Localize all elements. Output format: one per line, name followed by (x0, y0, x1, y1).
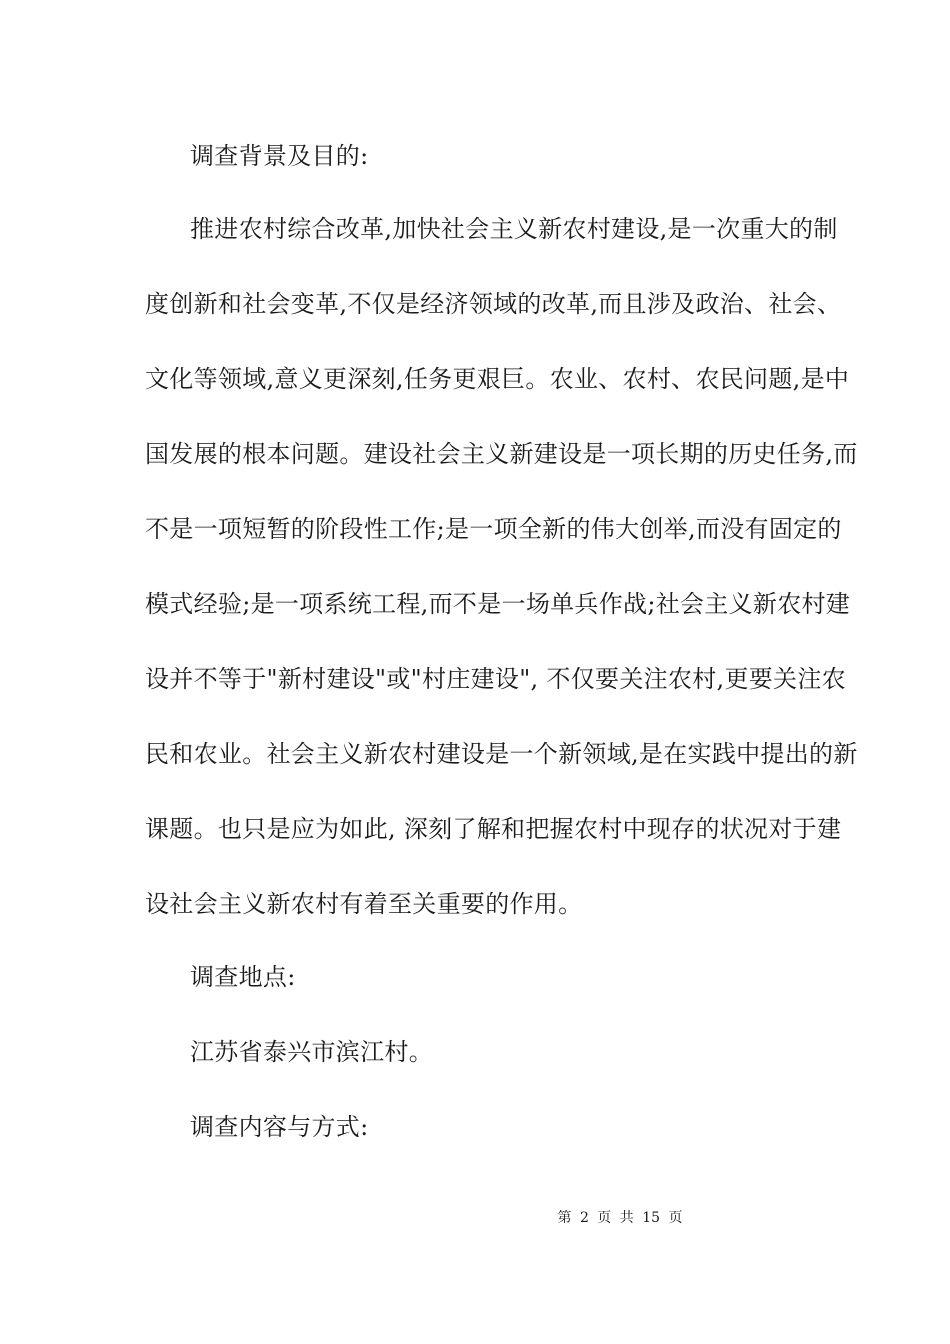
paragraph-line: 设并不等于"新村建设"或"村庄建设", 不仅要关注农村,更要关注农 (145, 665, 846, 693)
heading-background: 调查背景及目的: (190, 142, 369, 170)
heading-location: 调查地点: (190, 963, 296, 991)
paragraph-line: 设社会主义新农村有着至关重要的作用。 (145, 890, 583, 918)
paragraph-line: 国发展的根本问题。建设社会主义新建设是一项长期的历史任务,而 (145, 440, 858, 468)
paragraph-line: 度创新和社会变革,不仅是经济领域的改革,而且涉及政治、社会、 (145, 290, 842, 318)
paragraph-line: 不是一项短暂的阶段性工作;是一项全新的伟大创举,而没有固定的 (145, 515, 842, 543)
heading-method: 调查内容与方式: (190, 1113, 369, 1141)
paragraph-line: 民和农业。社会主义新农村建设是一个新领域,是在实践中提出的新 (145, 740, 858, 768)
paragraph-line: 模式经验;是一项系统工程,而不是一场单兵作战;社会主义新农村建 (145, 590, 851, 618)
page-footer (0, 1208, 950, 1228)
page-number: 第 2 页 共 15 页 (557, 1210, 683, 1226)
paragraph-line: 课题。也只是应为如此, 深刻了解和把握农村中现存的状况对于建 (145, 815, 842, 843)
location-text: 江苏省泰兴市滨江村。 (190, 1038, 433, 1066)
paragraph-line: 文化等领域,意义更深刻,任务更艰巨。农业、农村、农民问题,是中 (145, 365, 850, 393)
paragraph-line: 推进农村综合改革,加快社会主义新农村建设,是一次重大的制 (190, 215, 838, 243)
